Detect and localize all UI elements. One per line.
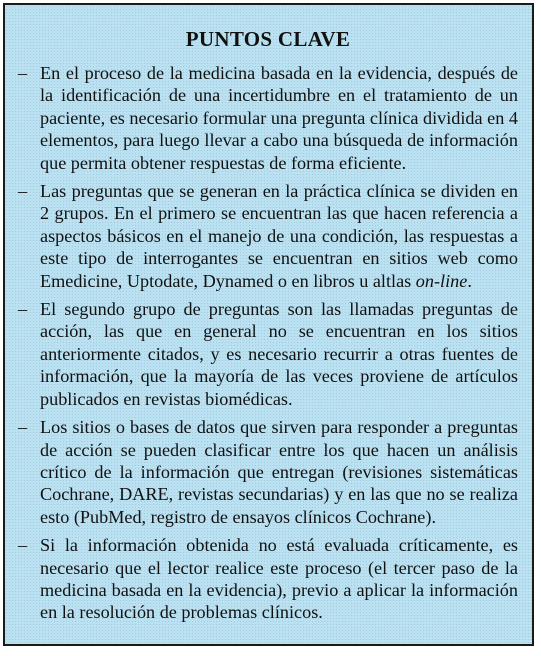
box-title: PUNTOS CLAVE [185, 27, 351, 51]
list-item [18, 534, 518, 624]
point-text: En el proceso de la medicina basada en la evidencia, después de la identificación de una incertidumbre en el tratamiento de un paciente, es necesario formular una pregunta clínica dividida en 4 elementos, para luego llevar a cabo una búsqueda de información que permita obtener respuestas de forma eficiente. [40, 63, 518, 173]
point-text: Los sitios o bases de datos que sirven para responder a preguntas de acción se pueden clasificar entre los que hacen un análisis crítico de la información que entregan (revisiones sistemáticas Cochrane, DARE, revistas secundarias) y en las que no se realiza esto (PubMed, registro de ensayos clínicos Cochrane). [40, 417, 518, 527]
dash-bullet: – [18, 181, 28, 202]
point-text: El segundo grupo de preguntas son las llamadas preguntas de acción, las que en general no se encuentran en los sitios anteriormente citados, y es necesario recurrir a otras fuentes de información, que la mayoría de las veces proviene de artículos publicados en revistas biomédicas. [40, 299, 518, 409]
point-text: Las preguntas que se generan en la práctica clínica se dividen en 2 grupos. En el primero se encuentran las que hacen referencia a aspectos básicos en el manejo de una condición, las respuestas a este tipo de interrogantes se encuentran en sitios web como Emedicine, Uptodate, Dynamed o en libros u altlas [40, 181, 518, 291]
key-points-list [18, 62, 518, 624]
list-item [18, 62, 518, 174]
list-item [18, 298, 518, 410]
dash-bullet: – [18, 417, 28, 438]
point-suffix: . [467, 270, 472, 291]
dash-bullet: – [18, 63, 28, 83]
point-text: Si la información obtenida no está evaluada críticamente, es necesario que el lector realice este proceso (el tercer paso de la medicina basada en la evidencia), previo a aplicar la información en la resolución de problemas clínicos. [40, 535, 518, 623]
key-points-box [3, 3, 534, 646]
dash-bullet: – [18, 535, 28, 556]
point-italic-term: on-line [415, 270, 468, 291]
list-item [18, 416, 518, 528]
dash-bullet: – [18, 299, 28, 320]
list-item [18, 180, 518, 292]
